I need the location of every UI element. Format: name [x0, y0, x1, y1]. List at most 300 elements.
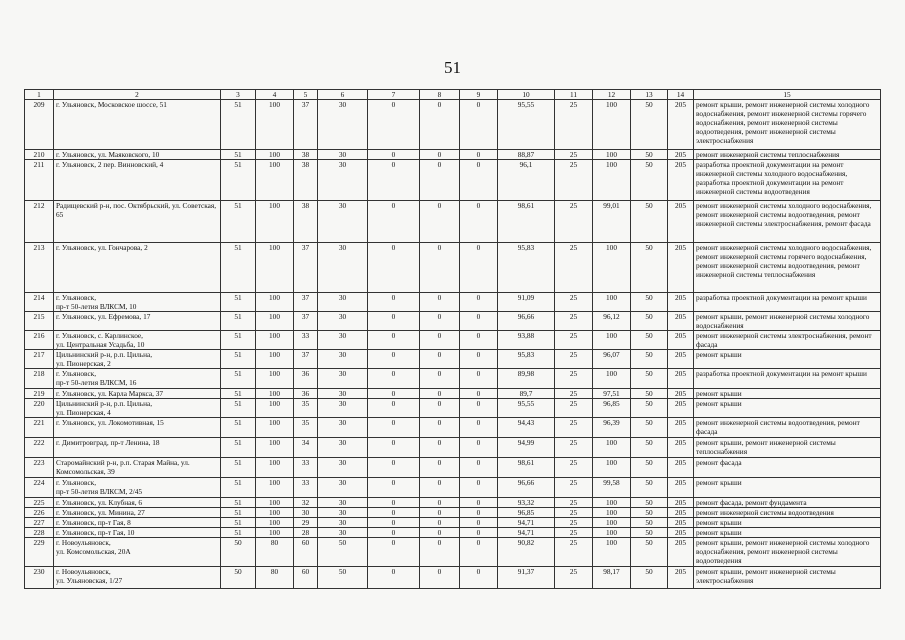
col-6-cell: 30: [318, 350, 368, 369]
col-8-cell: 0: [420, 418, 460, 438]
col-6-cell: 50: [318, 538, 368, 567]
table-row: [25, 293, 881, 312]
col-8-cell: 0: [420, 528, 460, 538]
col-7-cell: 0: [368, 160, 420, 201]
col-14-cell: 205: [668, 458, 694, 478]
address-cell: г. Ульяновск, 2 пер. Винновский, 4: [54, 160, 221, 201]
col-7-cell: 0: [368, 369, 420, 389]
col-12-cell: 96,07: [593, 350, 631, 369]
work-types-cell: ремонт крыши: [694, 478, 881, 498]
col-5-cell: 37: [294, 293, 318, 312]
col-6-cell: 30: [318, 438, 368, 458]
col-10-cell: 98,61: [498, 201, 555, 243]
col-8-cell: 0: [420, 478, 460, 498]
col-13-cell: 50: [631, 243, 668, 293]
col-5-cell: 37: [294, 312, 318, 331]
address-cell: г. Ульяновск, пр-т 50-летия ВЛКСМ, 10: [54, 293, 221, 312]
col-14-cell: 205: [668, 438, 694, 458]
col-13-cell: 50: [631, 538, 668, 567]
work-types-cell: ремонт крыши: [694, 528, 881, 538]
col-8-cell: 0: [420, 312, 460, 331]
row-number-cell: 227: [25, 518, 54, 528]
row-number-cell: 215: [25, 312, 54, 331]
col-4-cell: 100: [256, 243, 294, 293]
col-13-cell: 50: [631, 100, 668, 150]
col-6-cell: 30: [318, 518, 368, 528]
col-11-cell: 25: [555, 160, 593, 201]
col-9-cell: 0: [460, 567, 498, 589]
address-cell: г. Ульяновск, пр-т Гая, 10: [54, 528, 221, 538]
col-7-cell: 0: [368, 100, 420, 150]
col-12-cell: 100: [593, 538, 631, 567]
col-5-cell: 33: [294, 478, 318, 498]
col-4-cell: 100: [256, 312, 294, 331]
table-body: [25, 90, 881, 589]
col-14-cell: 205: [668, 331, 694, 350]
col-3-cell: 51: [221, 518, 256, 528]
col-3-cell: 51: [221, 418, 256, 438]
col-13-cell: 50: [631, 518, 668, 528]
col-4-cell: 100: [256, 399, 294, 418]
table-row: [25, 518, 881, 528]
col-4-cell: 100: [256, 331, 294, 350]
col-6-cell: 30: [318, 508, 368, 518]
col-9-cell: 0: [460, 508, 498, 518]
col-4-cell: 100: [256, 438, 294, 458]
column-header-5: 5: [294, 90, 318, 100]
col-9-cell: 0: [460, 478, 498, 498]
row-number-cell: 222: [25, 438, 54, 458]
col-14-cell: 205: [668, 312, 694, 331]
col-3-cell: 51: [221, 369, 256, 389]
col-7-cell: 0: [368, 418, 420, 438]
col-8-cell: 0: [420, 331, 460, 350]
col-5-cell: 37: [294, 350, 318, 369]
col-8-cell: 0: [420, 567, 460, 589]
col-3-cell: 50: [221, 538, 256, 567]
address-cell: г. Ульяновск, ул. Ефремова, 17: [54, 312, 221, 331]
address-cell: г. Ульяновск, ул. Минина, 27: [54, 508, 221, 518]
col-14-cell: 205: [668, 528, 694, 538]
col-13-cell: 50: [631, 350, 668, 369]
col-10-cell: 96,66: [498, 478, 555, 498]
work-types-cell: ремонт фасада, ремонт фундамента: [694, 498, 881, 508]
table-row: [25, 150, 881, 160]
address-cell: г. Ульяновск, пр-т 50-летия ВЛКСМ, 2/45: [54, 478, 221, 498]
col-5-cell: 36: [294, 369, 318, 389]
row-number-cell: 228: [25, 528, 54, 538]
table-row: [25, 418, 881, 438]
col-12-cell: 99,01: [593, 201, 631, 243]
col-3-cell: 51: [221, 100, 256, 150]
col-7-cell: 0: [368, 312, 420, 331]
col-14-cell: 205: [668, 293, 694, 312]
col-10-cell: 98,61: [498, 458, 555, 478]
col-8-cell: 0: [420, 350, 460, 369]
row-number-cell: 230: [25, 567, 54, 589]
col-8-cell: 0: [420, 293, 460, 312]
col-10-cell: 93,88: [498, 331, 555, 350]
col-14-cell: 205: [668, 100, 694, 150]
col-7-cell: 0: [368, 399, 420, 418]
col-10-cell: 94,71: [498, 528, 555, 538]
address-cell: Цильнинский р-н, р.п. Цильна, ул. Пионерская, 4: [54, 399, 221, 418]
col-12-cell: 100: [593, 243, 631, 293]
table-row: [25, 438, 881, 458]
col-5-cell: 37: [294, 100, 318, 150]
col-10-cell: 93,32: [498, 498, 555, 508]
col-3-cell: 51: [221, 293, 256, 312]
col-11-cell: 25: [555, 478, 593, 498]
col-11-cell: 25: [555, 243, 593, 293]
column-header-9: 9: [460, 90, 498, 100]
table-row: [25, 350, 881, 369]
address-cell: г. Ульяновск, ул. Клубная, 6: [54, 498, 221, 508]
col-9-cell: 0: [460, 201, 498, 243]
col-6-cell: 30: [318, 150, 368, 160]
col-3-cell: 51: [221, 498, 256, 508]
row-number-cell: 217: [25, 350, 54, 369]
col-3-cell: 50: [221, 567, 256, 589]
col-4-cell: 100: [256, 201, 294, 243]
col-11-cell: 25: [555, 528, 593, 538]
table-row: [25, 538, 881, 567]
col-14-cell: 205: [668, 418, 694, 438]
col-11-cell: 25: [555, 518, 593, 528]
col-7-cell: 0: [368, 518, 420, 528]
table-row: [25, 331, 881, 350]
col-10-cell: 89,98: [498, 369, 555, 389]
work-types-cell: разработка проектной документации на ремонт крыши: [694, 369, 881, 389]
address-cell: г. Ульяновск, ул. Гончарова, 2: [54, 243, 221, 293]
col-8-cell: 0: [420, 160, 460, 201]
col-9-cell: 0: [460, 243, 498, 293]
col-3-cell: 51: [221, 350, 256, 369]
col-5-cell: 38: [294, 160, 318, 201]
col-4-cell: 100: [256, 478, 294, 498]
col-9-cell: 0: [460, 498, 498, 508]
col-8-cell: 0: [420, 538, 460, 567]
work-types-cell: ремонт инженерной системы теплоснабжения: [694, 150, 881, 160]
col-5-cell: 37: [294, 243, 318, 293]
col-5-cell: 29: [294, 518, 318, 528]
col-4-cell: 80: [256, 538, 294, 567]
col-14-cell: 205: [668, 369, 694, 389]
col-9-cell: 0: [460, 369, 498, 389]
row-number-cell: 219: [25, 389, 54, 399]
col-3-cell: 51: [221, 438, 256, 458]
col-5-cell: 28: [294, 528, 318, 538]
col-11-cell: 25: [555, 438, 593, 458]
col-13-cell: 50: [631, 160, 668, 201]
col-12-cell: 100: [593, 100, 631, 150]
col-8-cell: 0: [420, 243, 460, 293]
col-9-cell: 0: [460, 293, 498, 312]
address-cell: г. Ульяновск, Московское шоссе, 51: [54, 100, 221, 150]
col-14-cell: 205: [668, 389, 694, 399]
col-11-cell: 25: [555, 369, 593, 389]
col-3-cell: 51: [221, 389, 256, 399]
col-3-cell: 51: [221, 150, 256, 160]
col-13-cell: 50: [631, 369, 668, 389]
col-11-cell: 25: [555, 498, 593, 508]
column-header-8: 8: [420, 90, 460, 100]
row-number-cell: 221: [25, 418, 54, 438]
address-cell: г. Ульяновск, пр-т Гая, 8: [54, 518, 221, 528]
col-9-cell: 0: [460, 518, 498, 528]
work-types-cell: ремонт крыши: [694, 350, 881, 369]
col-14-cell: 205: [668, 567, 694, 589]
col-14-cell: 205: [668, 150, 694, 160]
col-7-cell: 0: [368, 243, 420, 293]
col-3-cell: 51: [221, 508, 256, 518]
col-7-cell: 0: [368, 350, 420, 369]
col-8-cell: 0: [420, 389, 460, 399]
col-3-cell: 51: [221, 201, 256, 243]
repair-table: [24, 89, 881, 589]
row-number-cell: 218: [25, 369, 54, 389]
col-13-cell: 50: [631, 508, 668, 518]
col-5-cell: 38: [294, 150, 318, 160]
col-6-cell: 30: [318, 399, 368, 418]
col-12-cell: 99,58: [593, 478, 631, 498]
col-6-cell: 30: [318, 369, 368, 389]
col-4-cell: 100: [256, 100, 294, 150]
work-types-cell: ремонт крыши: [694, 389, 881, 399]
work-types-cell: разработка проектной документации на ремонт инженерной системы холодного водоснабжения, разработка проектной документации на ремонт инженерной системы водоотведения: [694, 160, 881, 201]
col-13-cell: 50: [631, 498, 668, 508]
col-7-cell: 0: [368, 458, 420, 478]
col-10-cell: 91,09: [498, 293, 555, 312]
row-number-cell: 224: [25, 478, 54, 498]
col-11-cell: 25: [555, 100, 593, 150]
row-number-cell: 210: [25, 150, 54, 160]
col-6-cell: 30: [318, 478, 368, 498]
table-row: [25, 478, 881, 498]
work-types-cell: ремонт крыши, ремонт инженерной системы холодного водоснабжения: [694, 312, 881, 331]
address-cell: г. Ульяновск, ул. Локомотивная, 15: [54, 418, 221, 438]
col-12-cell: 100: [593, 528, 631, 538]
col-11-cell: 25: [555, 312, 593, 331]
col-11-cell: 25: [555, 331, 593, 350]
col-4-cell: 100: [256, 518, 294, 528]
col-13-cell: 50: [631, 389, 668, 399]
column-number-row: [25, 90, 881, 100]
col-6-cell: 30: [318, 418, 368, 438]
address-cell: Радищевский р-н, пос. Октябрьский, ул. Советская, 65: [54, 201, 221, 243]
col-6-cell: 30: [318, 293, 368, 312]
col-7-cell: 0: [368, 478, 420, 498]
work-types-cell: ремонт крыши, ремонт инженерной системы теплоснабжения: [694, 438, 881, 458]
col-10-cell: 95,55: [498, 399, 555, 418]
col-11-cell: 25: [555, 418, 593, 438]
column-header-7: 7: [368, 90, 420, 100]
row-number-cell: 213: [25, 243, 54, 293]
col-5-cell: 33: [294, 458, 318, 478]
col-6-cell: 30: [318, 528, 368, 538]
col-8-cell: 0: [420, 369, 460, 389]
table-row: [25, 100, 881, 150]
table-row: [25, 243, 881, 293]
col-5-cell: 38: [294, 201, 318, 243]
col-6-cell: 30: [318, 160, 368, 201]
col-4-cell: 100: [256, 369, 294, 389]
row-number-cell: 212: [25, 201, 54, 243]
col-10-cell: 94,71: [498, 518, 555, 528]
col-10-cell: 88,87: [498, 150, 555, 160]
column-header-13: 13: [631, 90, 668, 100]
work-types-cell: ремонт крыши: [694, 399, 881, 418]
col-13-cell: 50: [631, 528, 668, 538]
address-cell: г. Новоульяновск, ул. Ульяновская, 1/27: [54, 567, 221, 589]
col-8-cell: 0: [420, 498, 460, 508]
col-13-cell: 50: [631, 331, 668, 350]
row-number-cell: 226: [25, 508, 54, 518]
col-5-cell: 30: [294, 508, 318, 518]
col-10-cell: 91,37: [498, 567, 555, 589]
col-10-cell: 96,1: [498, 160, 555, 201]
table-row: [25, 498, 881, 508]
col-12-cell: 98,17: [593, 567, 631, 589]
col-12-cell: 100: [593, 518, 631, 528]
col-6-cell: 30: [318, 498, 368, 508]
col-7-cell: 0: [368, 567, 420, 589]
table-row: [25, 399, 881, 418]
col-13-cell: 50: [631, 478, 668, 498]
col-6-cell: 30: [318, 458, 368, 478]
table-row: [25, 160, 881, 201]
col-11-cell: 25: [555, 538, 593, 567]
col-9-cell: 0: [460, 150, 498, 160]
col-11-cell: 25: [555, 350, 593, 369]
col-8-cell: 0: [420, 458, 460, 478]
col-4-cell: 100: [256, 160, 294, 201]
work-types-cell: ремонт фасада: [694, 458, 881, 478]
col-11-cell: 25: [555, 458, 593, 478]
col-3-cell: 51: [221, 331, 256, 350]
col-4-cell: 100: [256, 350, 294, 369]
column-header-4: 4: [256, 90, 294, 100]
col-10-cell: 90,82: [498, 538, 555, 567]
row-number-cell: 225: [25, 498, 54, 508]
column-header-15: 15: [694, 90, 881, 100]
col-3-cell: 51: [221, 243, 256, 293]
col-14-cell: 205: [668, 350, 694, 369]
col-9-cell: 0: [460, 538, 498, 567]
col-4-cell: 100: [256, 389, 294, 399]
col-9-cell: 0: [460, 458, 498, 478]
row-number-cell: 209: [25, 100, 54, 150]
col-4-cell: 100: [256, 293, 294, 312]
col-6-cell: 30: [318, 201, 368, 243]
work-types-cell: ремонт крыши: [694, 518, 881, 528]
column-header-11: 11: [555, 90, 593, 100]
column-header-14: 14: [668, 90, 694, 100]
col-12-cell: 100: [593, 160, 631, 201]
col-12-cell: 100: [593, 369, 631, 389]
col-8-cell: 0: [420, 150, 460, 160]
row-number-cell: 216: [25, 331, 54, 350]
col-14-cell: 205: [668, 201, 694, 243]
col-7-cell: 0: [368, 438, 420, 458]
col-13-cell: 50: [631, 458, 668, 478]
col-10-cell: 95,83: [498, 350, 555, 369]
row-number-cell: 223: [25, 458, 54, 478]
col-7-cell: 0: [368, 538, 420, 567]
column-header-6: 6: [318, 90, 368, 100]
col-8-cell: 0: [420, 438, 460, 458]
work-types-cell: ремонт инженерной системы холодного водоснабжения, ремонт инженерной системы горячего водоснабжения, ремонт инженерной системы водоотведения, ремонт инженерной системы теплоснабжения: [694, 243, 881, 293]
col-14-cell: 205: [668, 518, 694, 528]
work-types-cell: ремонт инженерной системы водоотведения, ремонт фасада: [694, 418, 881, 438]
col-11-cell: 25: [555, 508, 593, 518]
col-13-cell: 50: [631, 418, 668, 438]
col-6-cell: 30: [318, 100, 368, 150]
address-cell: Старомайнский р-н, р.п. Старая Майна, ул. Комсомольская, 39: [54, 458, 221, 478]
col-9-cell: 0: [460, 100, 498, 150]
col-13-cell: 50: [631, 150, 668, 160]
table-row: [25, 528, 881, 538]
col-5-cell: 36: [294, 389, 318, 399]
col-9-cell: 0: [460, 389, 498, 399]
col-12-cell: 100: [593, 498, 631, 508]
work-types-cell: ремонт инженерной системы холодного водоснабжения, ремонт инженерной системы водоотведения, ремонт инженерной системы электроснабжения, ремонт фасада: [694, 201, 881, 243]
col-10-cell: 89,7: [498, 389, 555, 399]
col-10-cell: 95,83: [498, 243, 555, 293]
col-6-cell: 30: [318, 331, 368, 350]
table-row: [25, 312, 881, 331]
column-header-10: 10: [498, 90, 555, 100]
col-13-cell: 50: [631, 201, 668, 243]
col-10-cell: 94,43: [498, 418, 555, 438]
col-13-cell: 50: [631, 399, 668, 418]
table-row: [25, 567, 881, 589]
col-7-cell: 0: [368, 201, 420, 243]
col-4-cell: 100: [256, 150, 294, 160]
col-4-cell: 100: [256, 498, 294, 508]
col-7-cell: 0: [368, 293, 420, 312]
row-number-cell: 211: [25, 160, 54, 201]
col-5-cell: 34: [294, 438, 318, 458]
col-14-cell: 205: [668, 478, 694, 498]
col-9-cell: 0: [460, 160, 498, 201]
col-9-cell: 0: [460, 331, 498, 350]
work-types-cell: ремонт крыши, ремонт инженерной системы холодного водоснабжения, ремонт инженерной системы горячего водоснабжения, ремонт инженерной системы водоотведения, ремонт инженерной системы электроснабжения: [694, 100, 881, 150]
col-5-cell: 33: [294, 331, 318, 350]
col-12-cell: 100: [593, 331, 631, 350]
col-11-cell: 25: [555, 201, 593, 243]
work-types-cell: ремонт инженерной системы водоотведения: [694, 508, 881, 518]
col-12-cell: 96,39: [593, 418, 631, 438]
work-types-cell: разработка проектной документации на ремонт крыши: [694, 293, 881, 312]
column-header-2: 2: [54, 90, 221, 100]
row-number-cell: 220: [25, 399, 54, 418]
table-row: [25, 508, 881, 518]
col-7-cell: 0: [368, 331, 420, 350]
col-8-cell: 0: [420, 518, 460, 528]
col-12-cell: 100: [593, 150, 631, 160]
col-6-cell: 30: [318, 243, 368, 293]
col-3-cell: 51: [221, 458, 256, 478]
column-header-12: 12: [593, 90, 631, 100]
col-4-cell: 100: [256, 508, 294, 518]
col-12-cell: 100: [593, 458, 631, 478]
col-13-cell: 50: [631, 293, 668, 312]
column-header-3: 3: [221, 90, 256, 100]
address-cell: г. Ульяновск, ул. Карла Маркса, 37: [54, 389, 221, 399]
col-9-cell: 0: [460, 418, 498, 438]
table-row: [25, 389, 881, 399]
